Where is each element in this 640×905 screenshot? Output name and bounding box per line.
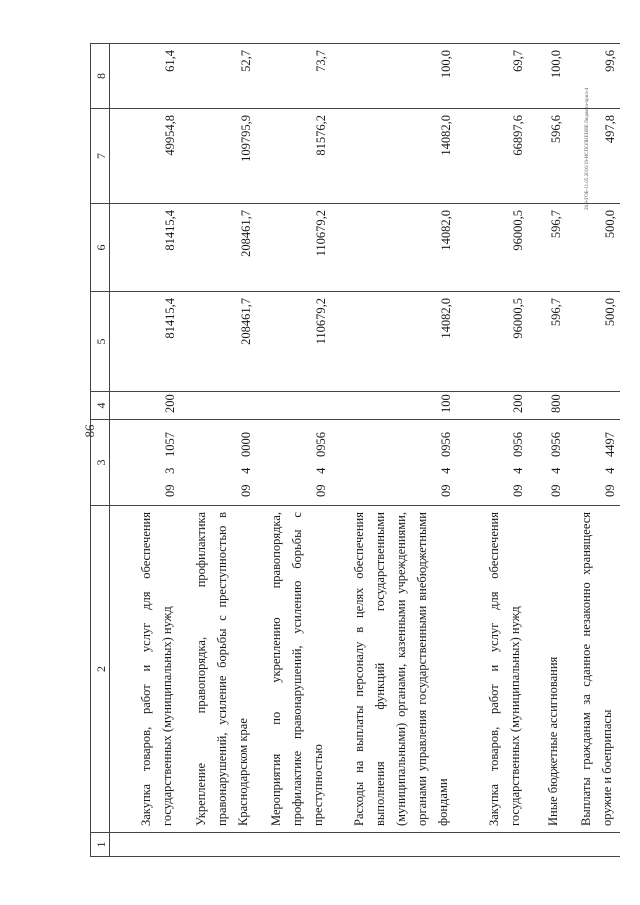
- row-executed: 596,6: [528, 109, 566, 204]
- row-executed: 109795,9: [180, 109, 255, 204]
- row-plan: 14082,0: [331, 204, 456, 292]
- row-plan: 500,0: [566, 204, 620, 292]
- cell-empty: [256, 833, 331, 857]
- row-plan: 208461,7: [180, 204, 255, 292]
- code-target: 0956: [510, 432, 525, 457]
- budget-table: [90, 43, 620, 857]
- row-name: Расходы на выплаты персоналу в целях обеспечения выполнения функций государственными (муниципальными) органами, казенными учреждениями, органами управления государственными внебюджетными фондами: [331, 506, 456, 833]
- row-executed: 81576,2: [256, 109, 331, 204]
- row-executed: 14082,0: [331, 109, 456, 204]
- row-approved: 81415,4: [110, 292, 181, 392]
- row-codes: [110, 420, 181, 506]
- table-row: [331, 44, 456, 857]
- row-codes: [566, 420, 620, 506]
- table-row: [528, 44, 566, 857]
- code-subsection: 4: [313, 467, 328, 474]
- code-subsection: 4: [238, 467, 253, 474]
- code-section: 09: [238, 484, 253, 497]
- code-subsection: 4: [548, 467, 563, 474]
- table-row: [110, 44, 181, 857]
- header-col-7: 7: [91, 109, 110, 204]
- row-plan: 81415,4: [110, 204, 181, 292]
- code-target: 0956: [313, 432, 328, 457]
- row-executed: 497,8: [566, 109, 620, 204]
- code-section: 09: [603, 484, 617, 497]
- row-name: Закупка товаров, работ и услуг для обеспечения государственных (муниципальных) нужд: [456, 506, 528, 833]
- code-subsection: 4: [438, 467, 453, 474]
- row-approved: 208461,7: [180, 292, 255, 392]
- row-expense-type: [180, 392, 255, 420]
- row-plan: 96000,5: [456, 204, 528, 292]
- header-col-2: 2: [91, 506, 110, 833]
- header-col-6: 6: [91, 204, 110, 292]
- header-col-5: 5: [91, 292, 110, 392]
- row-expense-type: 200: [456, 392, 528, 420]
- cell-empty: [331, 833, 456, 857]
- table-row: [256, 44, 331, 857]
- cell-empty: [528, 833, 566, 857]
- row-expense-type: 200: [110, 392, 181, 420]
- rotated-table-container: [90, 44, 620, 857]
- row-expense-type: [566, 392, 620, 420]
- code-target: 1057: [163, 432, 178, 457]
- row-expense-type: 100: [331, 392, 456, 420]
- row-percent: 100,0: [528, 44, 566, 109]
- row-percent: 61,4: [110, 44, 181, 109]
- code-target: 0000: [238, 432, 253, 457]
- row-executed: 49954,8: [110, 109, 181, 204]
- cell-empty: [456, 833, 528, 857]
- row-approved: 110679,2: [256, 292, 331, 392]
- table-row: [180, 44, 255, 857]
- row-expense-type: [256, 392, 331, 420]
- table-row: [456, 44, 528, 857]
- row-name: Иные бюджетные ассигнования: [528, 506, 566, 833]
- code-target: 0956: [548, 432, 563, 457]
- row-approved: 500,0: [566, 292, 620, 392]
- row-percent: 69,7: [456, 44, 528, 109]
- header-col-3: 3: [91, 420, 110, 506]
- row-codes: [256, 420, 331, 506]
- row-approved: 596,7: [528, 292, 566, 392]
- row-executed: 66897,6: [456, 109, 528, 204]
- page-number: 86: [82, 424, 97, 438]
- code-target: 0956: [438, 432, 453, 457]
- code-section: 09: [313, 484, 328, 497]
- row-percent: 99,6: [566, 44, 620, 109]
- row-codes: [331, 420, 456, 506]
- row-codes: [528, 420, 566, 506]
- row-percent: 73,7: [256, 44, 331, 109]
- row-percent: 52,7: [180, 44, 255, 109]
- header-col-4: 4: [91, 392, 110, 420]
- table-row: [566, 44, 620, 857]
- cell-empty: [110, 833, 181, 857]
- code-subsection: 4: [510, 467, 525, 474]
- document-reference-text: 26.3-ГОБ-11.05.2016/19-ИСПОЛНЕНИЕ бюджета-прил-4: [585, 87, 590, 210]
- row-codes: [456, 420, 528, 506]
- row-name: Укрепление правопорядка, профилактика правонарушений, усиление борьбы с преступностью в Краснодарском крае: [180, 506, 255, 833]
- code-section: 09: [548, 484, 563, 497]
- row-name: Мероприятия по укреплению правопорядка, профилактике правонарушений, усилению борьбы с преступностью: [256, 506, 331, 833]
- row-plan: 596,7: [528, 204, 566, 292]
- row-percent: 100,0: [331, 44, 456, 109]
- header-col-1: 1: [91, 833, 110, 857]
- code-subsection: 4: [603, 467, 617, 474]
- cell-empty: [180, 833, 255, 857]
- code-section: 09: [163, 484, 178, 497]
- row-name: Закупка товаров, работ и услуг для обеспечения государственных (муниципальных) нужд: [110, 506, 181, 833]
- code-section: 09: [510, 484, 525, 497]
- header-col-8: 8: [91, 44, 110, 109]
- row-plan: 110679,2: [256, 204, 331, 292]
- row-approved: 14082,0: [331, 292, 456, 392]
- header-row: [91, 44, 110, 857]
- code-section: 09: [438, 484, 453, 497]
- code-target: 4497: [603, 432, 617, 457]
- cell-empty: [566, 833, 620, 857]
- row-expense-type: 800: [528, 392, 566, 420]
- row-codes: [180, 420, 255, 506]
- row-approved: 96000,5: [456, 292, 528, 392]
- code-subsection: 3: [163, 467, 178, 474]
- row-name: Выплаты гражданам за сданное незаконно хранящееся оружие и боеприпасы: [566, 506, 620, 833]
